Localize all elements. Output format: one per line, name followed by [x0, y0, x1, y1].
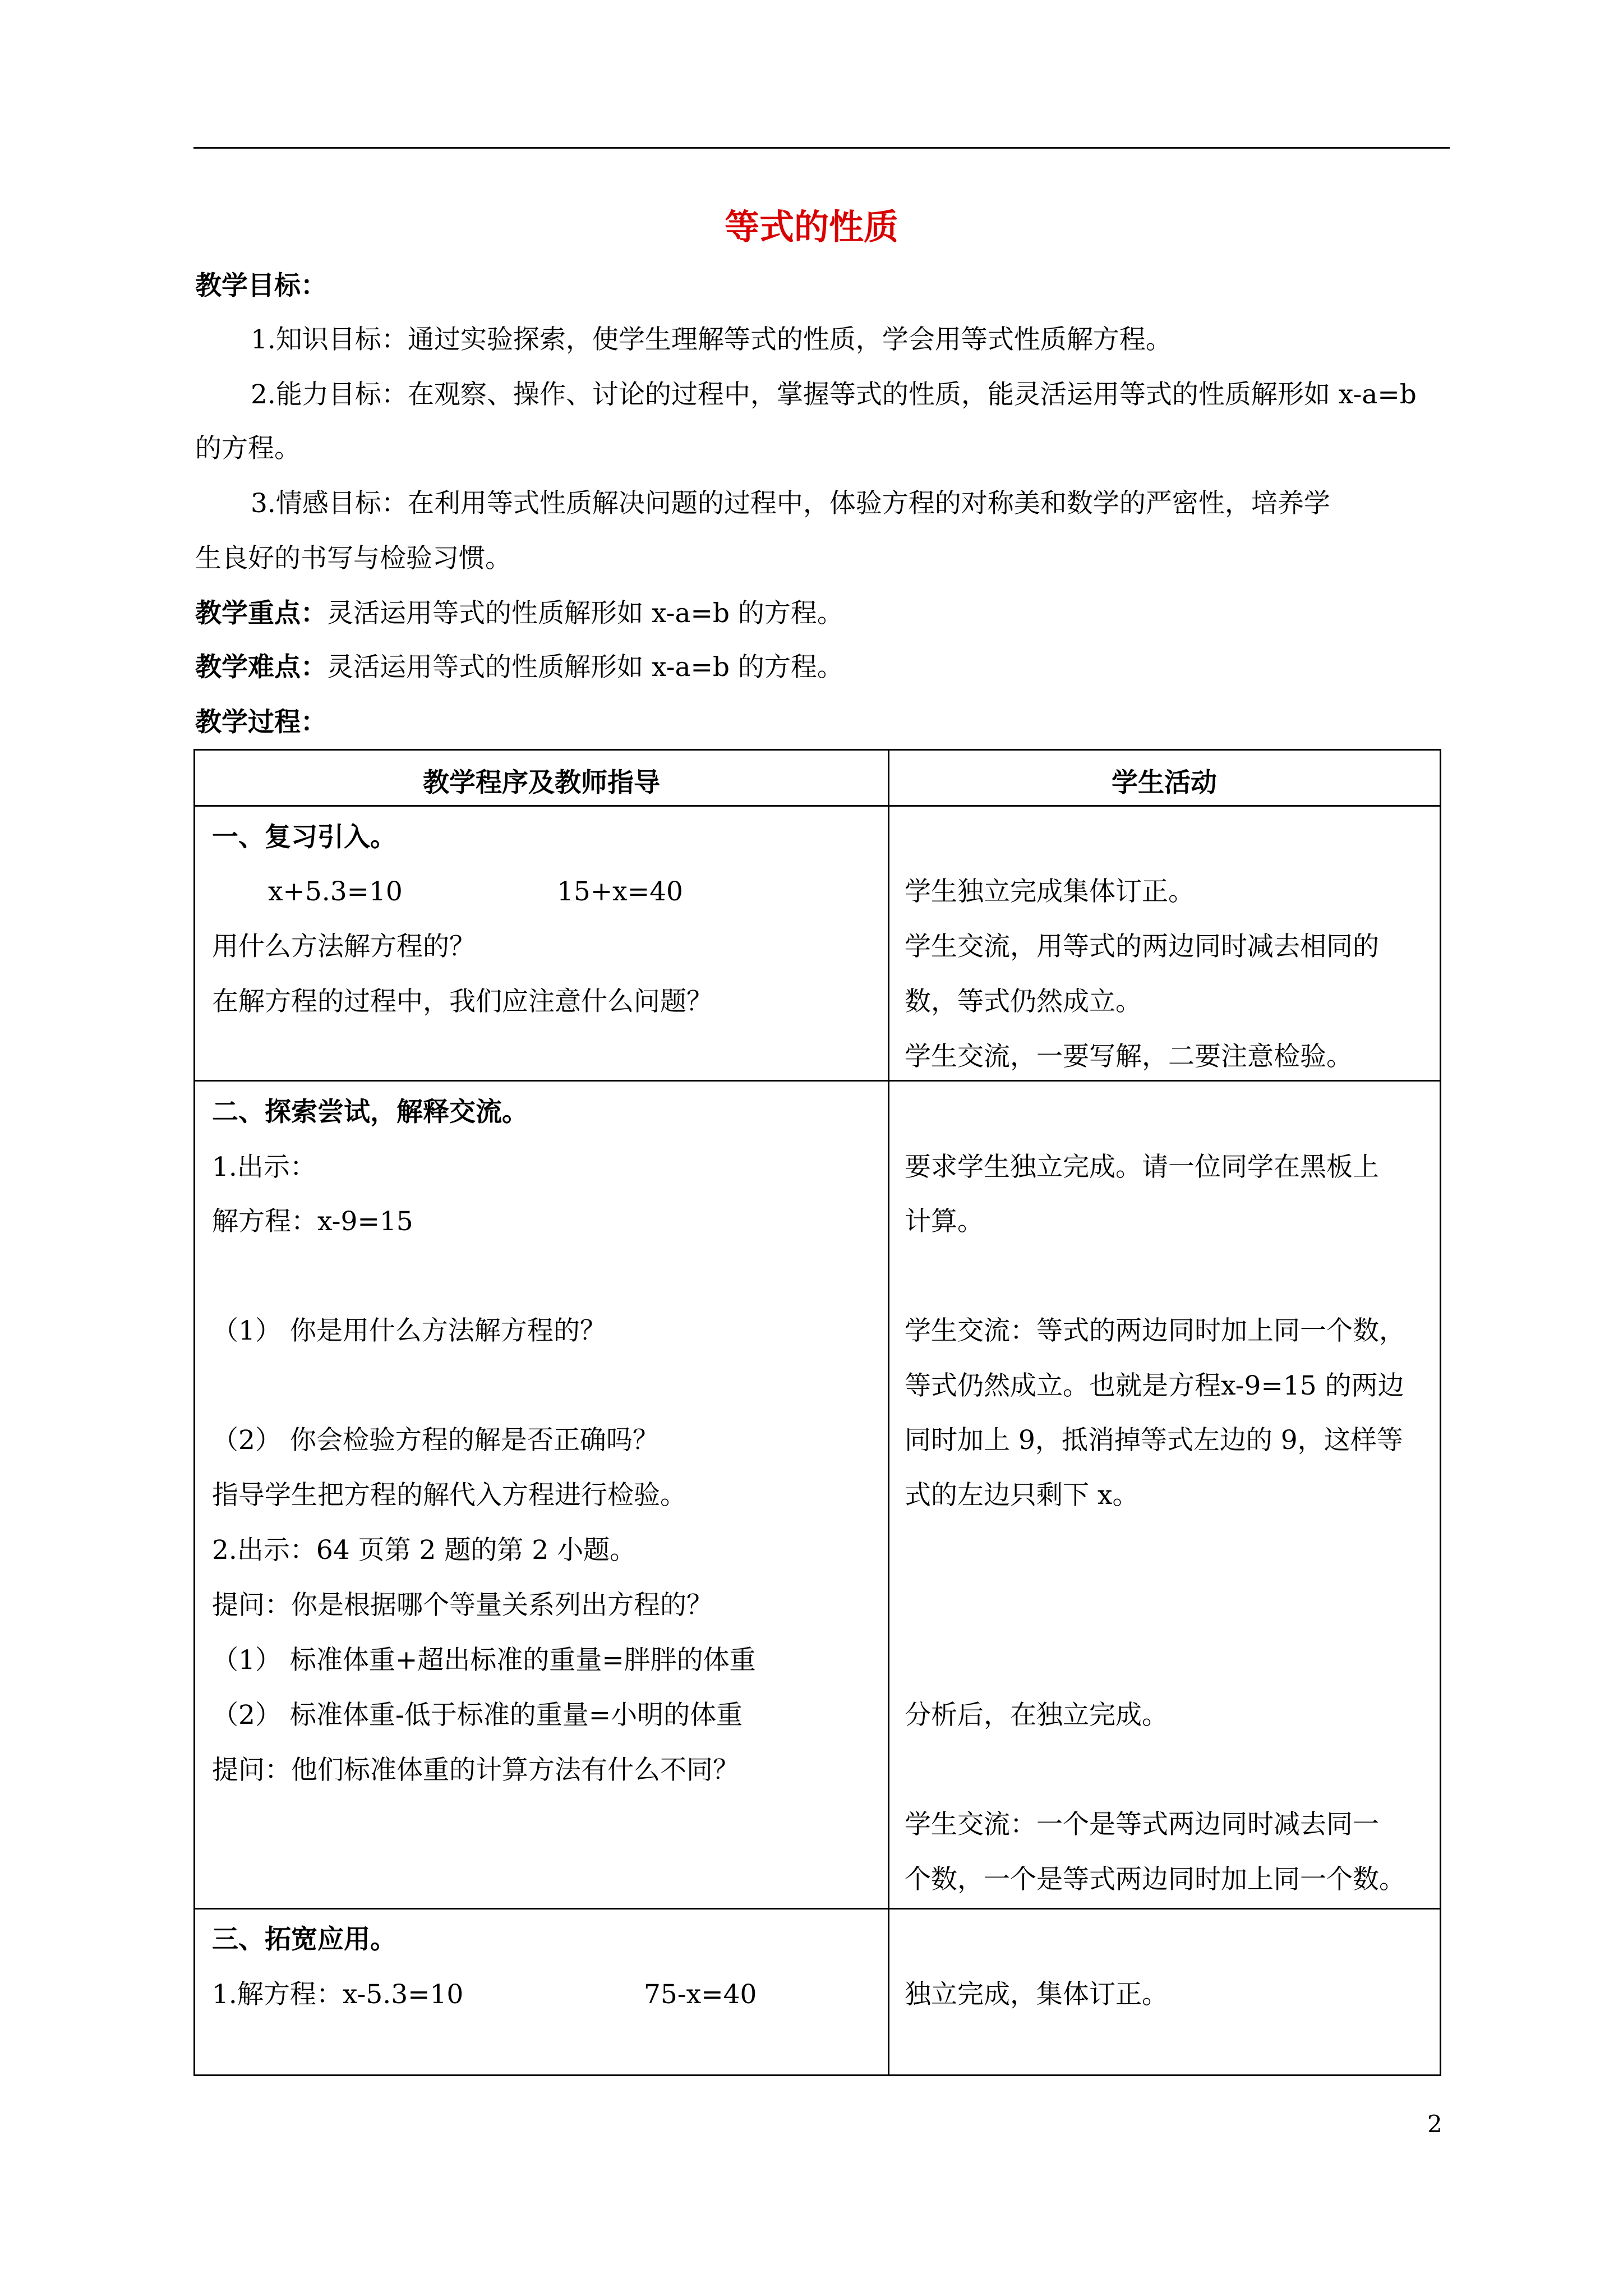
section3-s1: 独立完成，集体订正。 [905, 1979, 1168, 2010]
objective-1: 1.知识目标：通过实验探索，使学生理解等式的性质，学会用等式性质解方程。 [251, 324, 1172, 355]
row-divider-1 [195, 1080, 1440, 1082]
process-heading: 教学过程： [195, 707, 327, 738]
section1-s3: 学生交流，一要写解，二要注意检验。 [905, 1041, 1353, 1072]
header-rule [193, 147, 1450, 149]
key-point [195, 597, 843, 631]
key-point-text: 灵活运用等式的性质解形如 x-a=b 的方程。 [327, 598, 843, 629]
section1-eq1: x+5.3=10 [268, 876, 403, 907]
difficulty-label: 教学难点： [195, 652, 327, 683]
page-number: 2 [1427, 2110, 1442, 2138]
section1-title: 一、复习引入。 [212, 822, 396, 853]
difficulty-text: 灵活运用等式的性质解形如 x-a=b 的方程。 [327, 652, 843, 683]
process-table [193, 749, 1441, 2076]
section2-s2d: 式的左边只剩下 x。 [905, 1480, 1139, 1511]
section1-q1: 用什么方法解方程的？ [212, 931, 476, 962]
section2-s1a: 要求学生独立完成。请一位同学在黑板上 [905, 1152, 1379, 1182]
section3-title: 三、拓宽应用。 [212, 1924, 396, 1955]
objective-2-line2: 的方程。 [195, 433, 301, 464]
header-teacher: 教学程序及教师指导 [423, 767, 660, 798]
section2-s3: 分析后，在独立完成。 [905, 1700, 1168, 1731]
section1-s2b: 数，等式仍然成立。 [905, 986, 1142, 1017]
section1-q2: 在解方程的过程中，我们应注意什么问题？ [212, 986, 713, 1017]
section2-title: 二、探索尝试，解释交流。 [212, 1097, 528, 1128]
section1-eq2: 15+x=40 [557, 876, 683, 907]
section3-eq2: 75-x=40 [644, 1979, 757, 2010]
section2-s1b: 计算。 [905, 1206, 984, 1237]
objective-3-line1: 3.情感目标：在利用等式性质解决问题的过程中，体验方程的对称美和数学的严密性，培养学 [251, 488, 1330, 519]
objectives-heading: 教学目标： [195, 270, 327, 301]
section2-s2b: 等式仍然成立。也就是方程x-9=15 的两边 [905, 1370, 1404, 1401]
row-divider-2 [195, 1908, 1440, 1910]
section2-l10: 提问：他们标准体重的计算方法有什么不同？ [212, 1755, 739, 1786]
section2-l1: 1.出示： [212, 1152, 316, 1182]
section1-s1: 学生独立完成集体订正。 [905, 876, 1195, 907]
objective-2-line1: 2.能力目标：在观察、操作、讨论的过程中，掌握等式的性质，能灵活运用等式的性质解形如 x-a=b [251, 379, 1417, 410]
section2-l9: （2） 标准体重-低于标准的重量=小明的体重 [212, 1700, 743, 1731]
section2-l5: 指导学生把方程的解代入方程进行检验。 [212, 1480, 686, 1511]
page-title: 等式的性质 [724, 206, 898, 247]
section2-l3: （1） 你是用什么方法解方程的？ [212, 1315, 606, 1346]
section2-s2c: 同时加上 9，抵消掉等式左边的 9，这样等 [905, 1425, 1403, 1456]
section2-l6: 2.出示：64 页第 2 题的第 2 小题。 [212, 1535, 637, 1566]
section2-l8: （1） 标准体重+超出标准的重量=胖胖的体重 [212, 1645, 756, 1676]
difficulty [195, 651, 843, 684]
section2-s4b: 个数，一个是等式两边同时加上同一个数。 [905, 1864, 1405, 1895]
section2-l7: 提问：你是根据哪个等量关系列出方程的？ [212, 1590, 713, 1621]
section2-s4a: 学生交流：一个是等式两边同时减去同一 [905, 1809, 1379, 1840]
row-divider-header [195, 805, 1440, 807]
objective-3-line2: 生良好的书写与检验习惯。 [195, 543, 511, 574]
section1-s2a: 学生交流，用等式的两边同时减去相同的 [905, 931, 1379, 962]
section2-s2a: 学生交流：等式的两边同时加上同一个数， [905, 1315, 1405, 1346]
section3-eq1: 1.解方程：x-5.3=10 [212, 1979, 464, 2010]
key-point-label: 教学重点： [195, 598, 327, 629]
header-student: 学生活动 [1112, 767, 1217, 798]
section2-l2: 解方程：x-9=15 [212, 1206, 413, 1237]
section2-l4: （2） 你会检验方程的解是否正确吗？ [212, 1425, 659, 1456]
column-divider [888, 751, 889, 2074]
